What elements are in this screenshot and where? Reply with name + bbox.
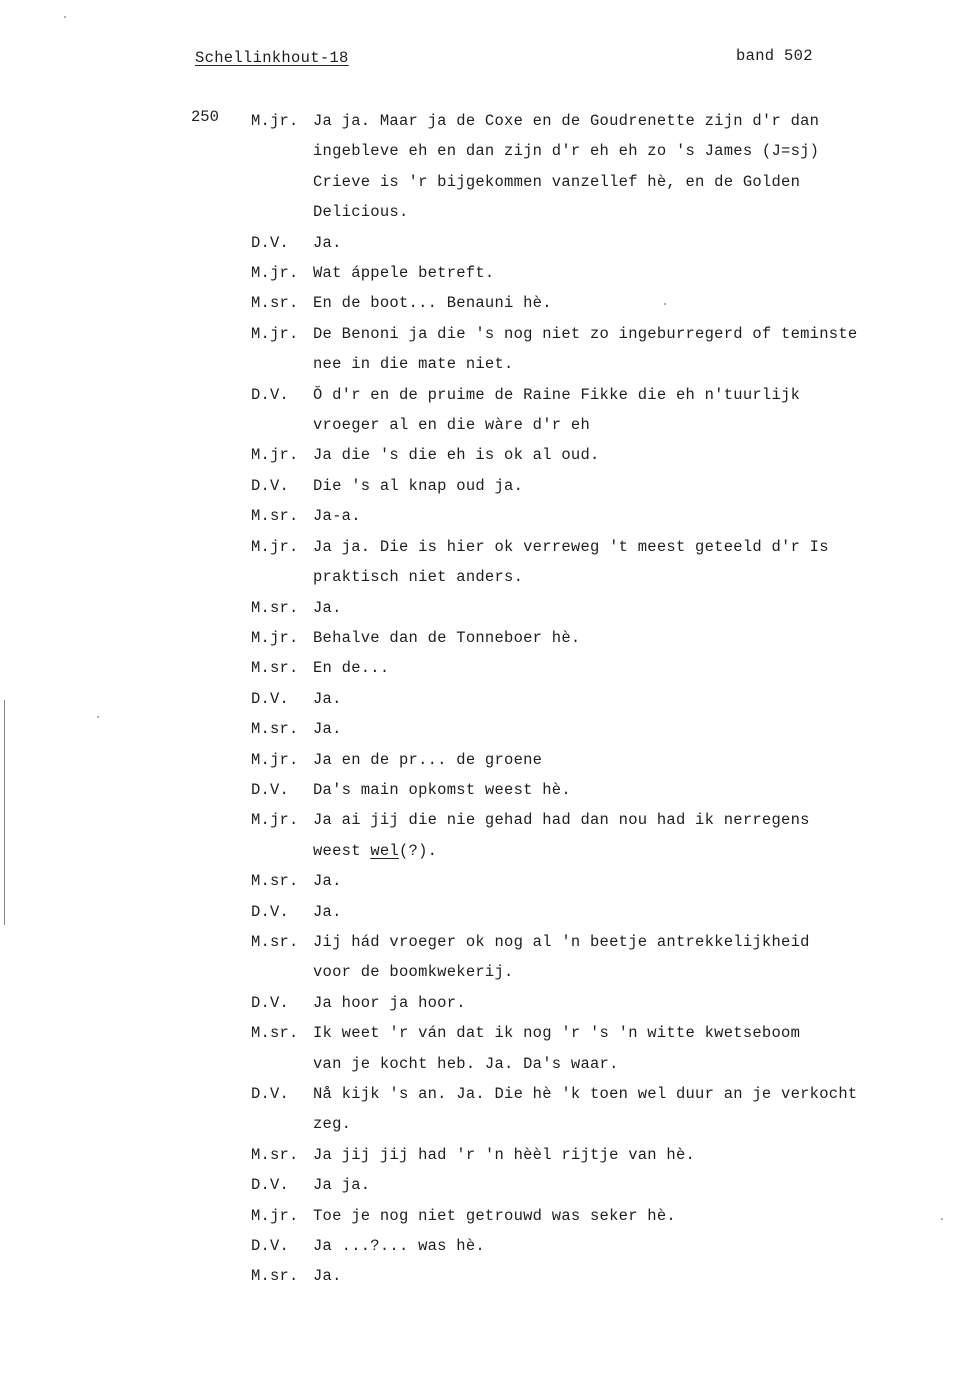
speaker-label: M.sr. [251, 507, 299, 526]
speech-line: De Benoni ja die 's nog niet zo ingeburregerd of teminste [313, 324, 858, 343]
speech-line: Ja. [313, 598, 342, 617]
dialogue-turn [251, 927, 941, 988]
speaker-label: M.sr. [251, 1267, 299, 1286]
dialogue-turn [251, 228, 941, 258]
speech-text [313, 380, 941, 441]
document-title [195, 49, 349, 67]
speaker-label: D.V. [251, 1176, 290, 1195]
dialogue-turn [251, 1201, 941, 1231]
dialogue-turn [251, 532, 941, 593]
speaker-label: D.V. [251, 689, 290, 708]
speech-text [313, 1170, 941, 1200]
dialogue-turn [251, 714, 941, 744]
speech-text [313, 775, 941, 805]
dialogue-turn [251, 380, 941, 441]
scan-margin-line [4, 700, 5, 925]
speech-text [313, 866, 941, 896]
dialogue-turn [251, 593, 941, 623]
speech-line: Behalve dan de Tonneboer hè. [313, 628, 581, 647]
speech-text [313, 623, 941, 653]
dialogue [251, 106, 941, 1292]
dialogue-turn [251, 501, 941, 531]
dialogue-turn [251, 258, 941, 288]
speaker-label: M.sr. [251, 720, 299, 739]
speech-text [313, 1140, 941, 1170]
speech-line: En de boot... Benauni hè. [313, 294, 552, 313]
speech-line: Ja ja. [313, 1176, 371, 1195]
dialogue-turn [251, 988, 941, 1018]
speaker-label: M.sr. [251, 932, 299, 951]
speech-line: Ja hoor ja hoor. [313, 993, 466, 1012]
speaker-label: D.V. [251, 1237, 290, 1256]
speech-line: voor de boomkwekerij. [313, 963, 514, 982]
dialogue-turn [251, 319, 941, 380]
dialogue-turn [251, 805, 941, 866]
dialogue-turn [251, 684, 941, 714]
speech-line: Ja. [313, 1267, 342, 1286]
speech-line: Ja-a. [313, 507, 361, 526]
speaker-label: D.V. [251, 902, 290, 921]
speaker-label: M.sr. [251, 294, 299, 313]
speech-line: Ja. [313, 689, 342, 708]
speech-text [313, 1018, 941, 1079]
speech-line: Ja. [313, 902, 342, 921]
speech-text [313, 106, 941, 228]
speech-line: Crieve is 'r bijgekommen vanzellef hè, en de Golden [313, 172, 801, 191]
dialogue-turn [251, 1079, 941, 1140]
speech-text [313, 501, 941, 531]
speech-line: Toe je nog niet getrouwd was seker hè. [313, 1206, 676, 1225]
speech-line: Wat áppele betreft. [313, 264, 495, 283]
speaker-label: D.V. [251, 385, 290, 404]
speech-text [313, 532, 941, 593]
speaker-label: M.jr. [251, 811, 299, 830]
dialogue-turn [251, 745, 941, 775]
scan-speck [97, 716, 99, 718]
speaker-label: M.sr. [251, 659, 299, 678]
speech-line: zeg. [313, 1115, 352, 1134]
speaker-label: D.V. [251, 993, 290, 1012]
dialogue-turn [251, 106, 941, 228]
speech-line: Ja. [313, 872, 342, 891]
speech-text [313, 319, 941, 380]
speech-text [313, 714, 941, 744]
speech-text [313, 288, 941, 318]
dialogue-turn [251, 471, 941, 501]
speaker-label: D.V. [251, 233, 290, 252]
speech-text [313, 653, 941, 683]
speech-line: nee in die mate niet. [313, 355, 514, 374]
speech-line: Ŏ d'r en de pruime de Raine Fikke die eh n'tuurlijk [313, 385, 801, 404]
speech-text [313, 805, 941, 866]
speech-line: vroeger al en die wàre d'r eh [313, 416, 590, 435]
speech-line: Die 's al knap oud ja. [313, 476, 524, 495]
speech-line: van je kocht heb. Ja. Da's waar. [313, 1054, 619, 1073]
speech-line: Ja ja. Die is hier ok verreweg 't meest geteeld d'r Is [313, 537, 829, 556]
speaker-label: M.sr. [251, 872, 299, 891]
speech-text [313, 228, 941, 258]
speech-line: Ja. [313, 720, 342, 739]
speech-text [313, 1079, 941, 1140]
dialogue-turn [251, 775, 941, 805]
speech-text [313, 988, 941, 1018]
speech-text [313, 440, 941, 470]
band-number: band 502 [736, 47, 813, 65]
speech-line: ingebleve eh en dan zijn d'r eh eh zo 's James (J=sj) [313, 142, 820, 161]
speech-line: Jij hád vroeger ok nog al 'n beetje antrekkelijkheid [313, 932, 810, 951]
speech-line: Da's main opkomst weest hè. [313, 780, 571, 799]
speaker-label: M.jr. [251, 324, 299, 343]
speech-line: Ja. [313, 233, 342, 252]
speech-text [313, 258, 941, 288]
speech-text [313, 897, 941, 927]
line-number: 250 [191, 108, 219, 126]
speaker-label: M.jr. [251, 112, 299, 130]
speech-text [313, 927, 941, 988]
speech-text [313, 1231, 941, 1261]
dialogue-turn [251, 653, 941, 683]
speaker-label: D.V. [251, 1085, 290, 1103]
speech-fragment: weest [313, 841, 371, 860]
speaker-label: M.jr. [251, 1206, 299, 1225]
dialogue-turn [251, 1170, 941, 1200]
dialogue-turn [251, 623, 941, 653]
speaker-label: D.V. [251, 780, 290, 799]
dialogue-turn [251, 1261, 941, 1291]
speech-line: Ik weet 'r ván dat ik nog 'r 's 'n witte kwetseboom [313, 1024, 801, 1043]
speaker-label: M.jr. [251, 537, 299, 556]
speech-line: Ja en de pr... de groene [313, 750, 543, 769]
speech-line: Ja jij jij had 'r 'n hèèl rijtje van hè. [313, 1145, 696, 1164]
underlined-word: wel [370, 841, 399, 860]
dialogue-turn [251, 1018, 941, 1079]
speech-text [313, 593, 941, 623]
speaker-label: M.sr. [251, 1024, 299, 1043]
speaker-label: M.sr. [251, 598, 299, 617]
dialogue-turn [251, 1231, 941, 1261]
speech-fragment: (?). [398, 841, 438, 860]
dialogue-turn [251, 1140, 941, 1170]
speech-line: praktisch niet anders. [313, 568, 524, 587]
speaker-label: M.jr. [251, 750, 299, 769]
speaker-label: M.jr. [251, 264, 299, 283]
dialogue-turn [251, 440, 941, 470]
speech-line: Ja ...?... was hè. [313, 1237, 485, 1256]
scan-speck [64, 16, 66, 18]
speech-text [313, 471, 941, 501]
title-text: Schellinkhout-18 [195, 49, 349, 67]
speech-text [313, 684, 941, 714]
dialogue-turn [251, 866, 941, 896]
scan-speck [664, 303, 666, 305]
dialogue-turn [251, 288, 941, 318]
speaker-label: M.jr. [251, 628, 299, 647]
speech-line: En de... [313, 659, 390, 678]
speech-text [313, 745, 941, 775]
speech-text [313, 1201, 941, 1231]
speaker-label: D.V. [251, 476, 290, 495]
dialogue-turn [251, 897, 941, 927]
speech-line: Ja ja. Maar ja de Coxe en de Goudrenette zijn d'r dan [313, 112, 820, 130]
speaker-label: M.jr. [251, 446, 299, 465]
speech-line: Ja die 's die eh is ok al oud. [313, 446, 600, 465]
speech-line: Nå kijk 's an. Ja. Die hè 'k toen wel duur an je verkocht [313, 1085, 858, 1103]
speech-line: Ja ai jij die nie gehad had dan nou had ik nerregens [313, 811, 810, 830]
speech-text [313, 1261, 941, 1291]
speech-line [313, 836, 941, 866]
speaker-label: M.sr. [251, 1145, 299, 1164]
scan-speck [941, 1218, 943, 1220]
speech-line: Delicious. [313, 203, 409, 222]
